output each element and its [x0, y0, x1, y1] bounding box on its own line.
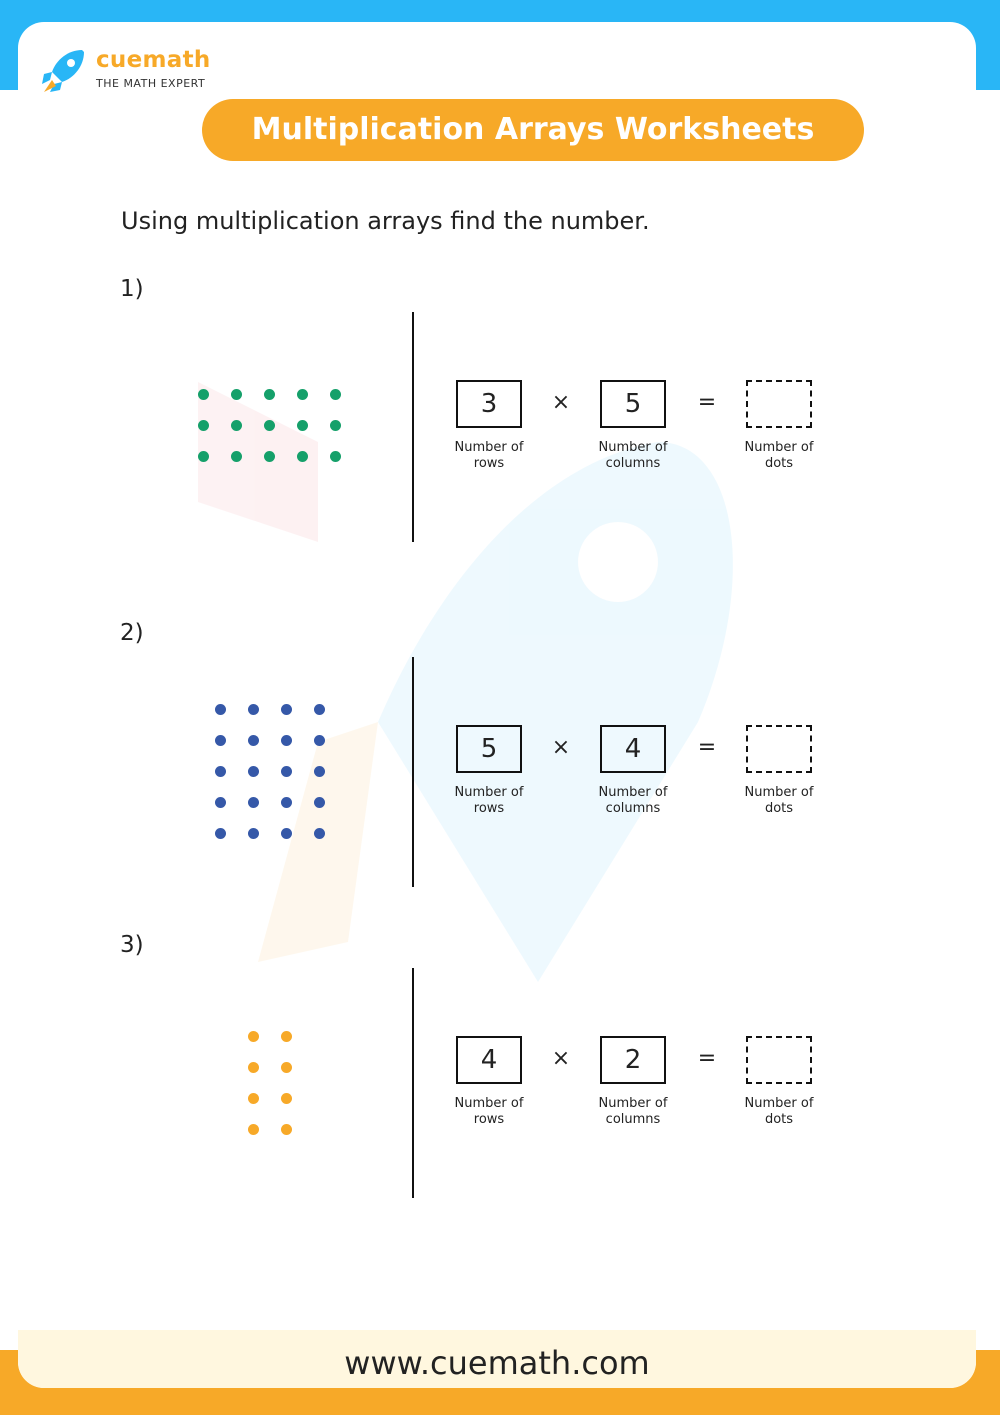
divider-line — [412, 312, 414, 542]
array-dot — [215, 766, 226, 777]
array-dot — [198, 451, 209, 462]
rows-caption: Number of rows — [454, 785, 524, 816]
answer-box[interactable] — [746, 380, 812, 428]
array-dot — [281, 735, 292, 746]
dots-caption: Number of dots — [744, 440, 814, 471]
array-dot — [330, 451, 341, 462]
array-dot — [198, 420, 209, 431]
array-dot — [314, 704, 325, 715]
array-dot — [314, 766, 325, 777]
dots-caption: Number of dots — [744, 1096, 814, 1127]
array-dot — [281, 766, 292, 777]
rows-box: 4 — [456, 1036, 522, 1084]
array-dot — [248, 735, 259, 746]
footer-url[interactable]: www.cuemath.com — [344, 1344, 650, 1382]
rocket-logo-icon — [38, 44, 90, 96]
times-sign: × — [551, 390, 571, 415]
array-dot — [281, 828, 292, 839]
array-dot — [297, 420, 308, 431]
columns-caption: Number of columns — [598, 440, 668, 471]
array-dot — [330, 389, 341, 400]
array-dot — [281, 1031, 292, 1042]
answer-box[interactable] — [746, 725, 812, 773]
array-dot — [248, 828, 259, 839]
array-dot — [264, 389, 275, 400]
array-dot — [231, 451, 242, 462]
equals-sign: = — [697, 1046, 717, 1071]
equals-sign: = — [697, 390, 717, 415]
array-dot — [281, 1093, 292, 1104]
array-dot — [264, 451, 275, 462]
problem-number: 1) — [120, 276, 144, 302]
array-dot — [297, 451, 308, 462]
times-sign: × — [551, 1046, 571, 1071]
array-dot — [215, 735, 226, 746]
array-dot — [330, 420, 341, 431]
worksheet-title: Multiplication Arrays Worksheets — [202, 99, 864, 161]
array-dot — [264, 420, 275, 431]
rows-box: 3 — [456, 380, 522, 428]
divider-line — [412, 657, 414, 887]
columns-box: 4 — [600, 725, 666, 773]
rows-caption: Number of rows — [454, 1096, 524, 1127]
array-dot — [281, 1124, 292, 1135]
divider-line — [412, 968, 414, 1198]
rows-caption: Number of rows — [454, 440, 524, 471]
array-dot — [248, 797, 259, 808]
rows-box: 5 — [456, 725, 522, 773]
array-dot — [314, 797, 325, 808]
dots-caption: Number of dots — [744, 785, 814, 816]
equals-sign: = — [697, 735, 717, 760]
array-dot — [248, 1031, 259, 1042]
array-dot — [248, 1062, 259, 1073]
array-dot — [281, 704, 292, 715]
problem-number: 2) — [120, 620, 144, 646]
array-dot — [297, 389, 308, 400]
array-dot — [231, 420, 242, 431]
array-dot — [281, 797, 292, 808]
columns-caption: Number of columns — [598, 1096, 668, 1127]
brand-name: cuemath — [96, 47, 211, 73]
instruction-text: Using multiplication arrays find the number. — [121, 207, 650, 235]
array-dot — [248, 766, 259, 777]
columns-caption: Number of columns — [598, 785, 668, 816]
array-dot — [231, 389, 242, 400]
times-sign: × — [551, 735, 571, 760]
array-dot — [314, 828, 325, 839]
worksheet-page — [18, 22, 976, 1388]
array-dot — [248, 704, 259, 715]
array-dot — [215, 828, 226, 839]
array-dot — [215, 797, 226, 808]
array-dot — [215, 704, 226, 715]
array-dot — [248, 1124, 259, 1135]
problem-number: 3) — [120, 932, 144, 958]
array-dot — [248, 1093, 259, 1104]
array-dot — [198, 389, 209, 400]
columns-box: 2 — [600, 1036, 666, 1084]
brand-tagline: THE MATH EXPERT — [96, 77, 206, 90]
columns-box: 5 — [600, 380, 666, 428]
array-dot — [281, 1062, 292, 1073]
answer-box[interactable] — [746, 1036, 812, 1084]
array-dot — [314, 735, 325, 746]
cuemath-logo — [38, 44, 238, 99]
